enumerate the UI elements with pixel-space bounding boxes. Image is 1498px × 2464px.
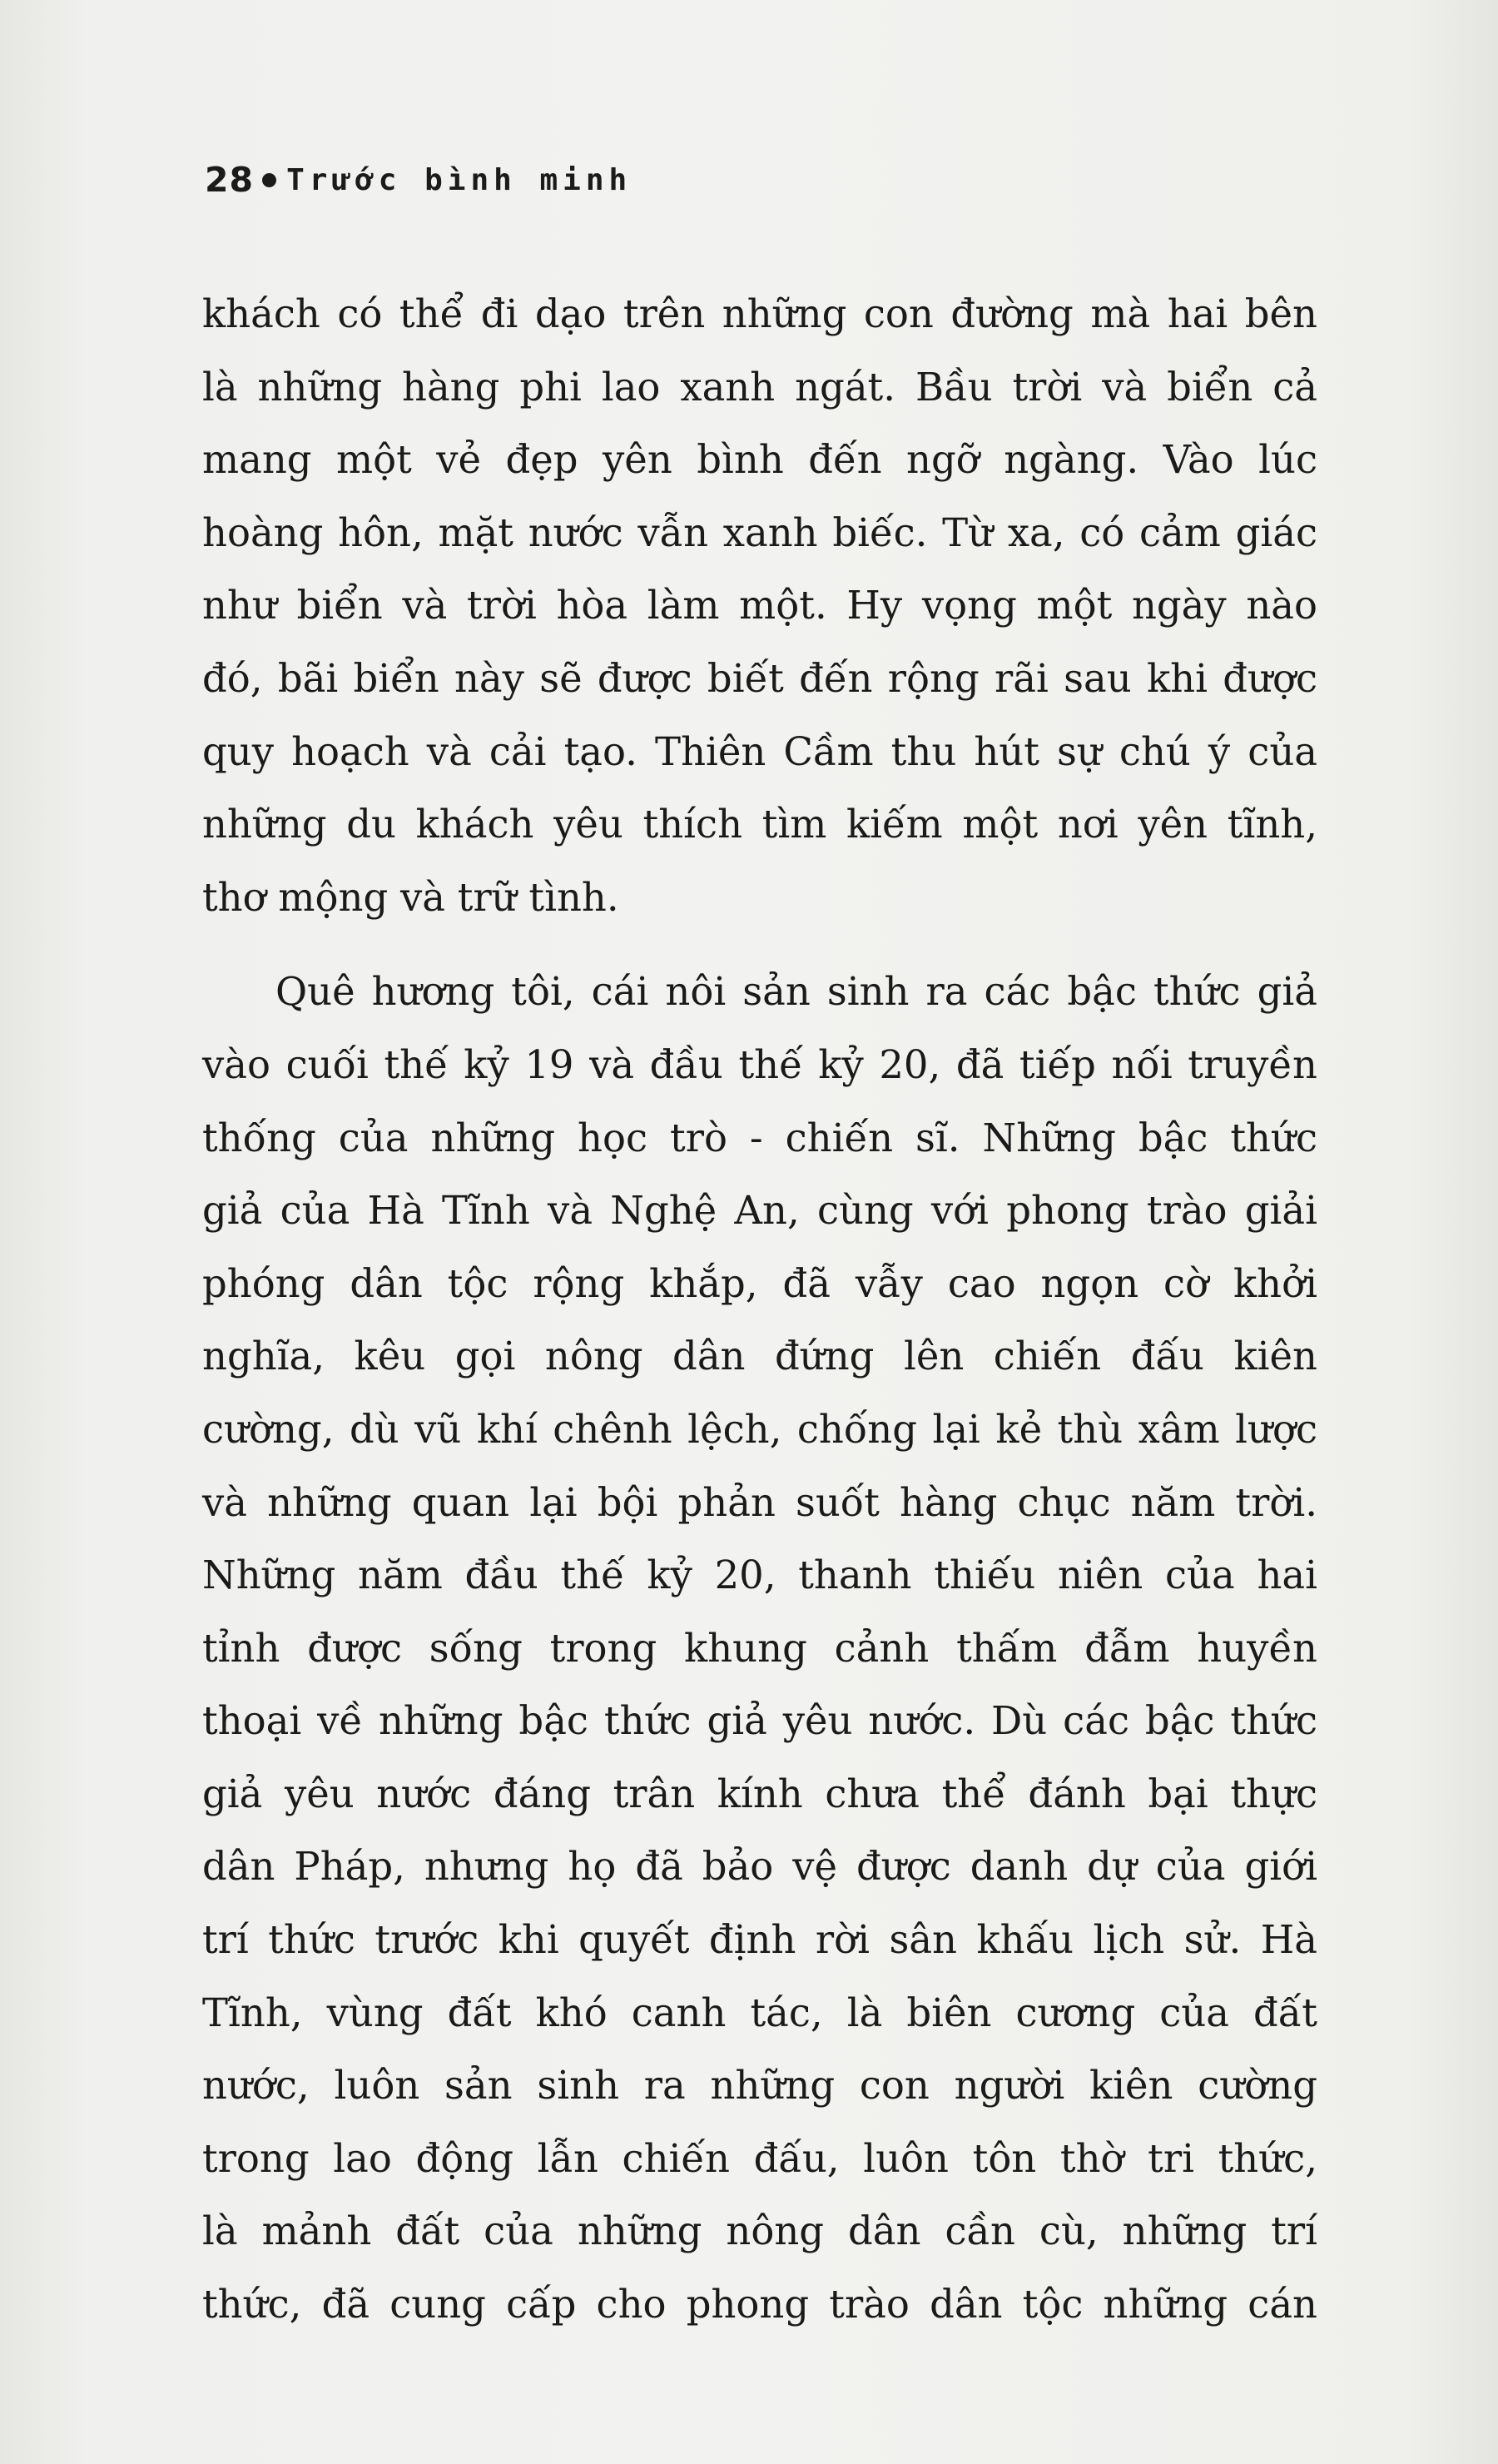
text-line: thức, đã cung cấp cho phong trào dân tộc những cán	[202, 2282, 1317, 2327]
running-title: Trước bình minh	[286, 162, 632, 197]
text-line: là những hàng phi lao xanh ngát. Bầu trời và biển cả	[202, 364, 1317, 410]
text-line: trong lao động lẫn chiến đấu, luôn tôn thờ tri thức,	[202, 2135, 1317, 2181]
text-line: nước, luôn sản sinh ra những con người kiên cường	[202, 2063, 1317, 2109]
text-line: vào cuối thế kỷ 19 và đầu thế kỷ 20, đã tiếp nối truyền	[202, 1041, 1317, 1087]
text-line: cường, dù vũ khí chênh lệch, chống lại kẻ thù xâm lược	[202, 1406, 1317, 1452]
body-text	[202, 278, 1317, 2342]
text-line: Những năm đầu thế kỷ 20, thanh thiếu niên của hai	[202, 1552, 1317, 1598]
text-line: như biển và trời hòa làm một. Hy vọng một ngày nào	[202, 583, 1317, 628]
text-line: nghĩa, kêu gọi nông dân đứng lên chiến đấu kiên	[202, 1334, 1317, 1379]
text-line: thoại về những bậc thức giả yêu nước. Dù các bậc thức	[202, 1698, 1317, 1744]
paragraph-gap	[202, 934, 1317, 956]
running-head	[205, 155, 632, 205]
text-line: đó, bãi biển này sẽ được biết đến rộng rãi sau khi được	[202, 655, 1317, 701]
paragraph	[202, 956, 1317, 2341]
text-line: tỉnh được sống trong khung cảnh thấm đẫm huyền	[202, 1625, 1317, 1671]
bullet-separator	[262, 173, 276, 187]
text-line: hoàng hôn, mặt nước vẫn xanh biếc. Từ xa, có cảm giác	[202, 509, 1317, 555]
text-line: khách có thể đi dạo trên những con đường mà hai bên	[202, 291, 1317, 336]
page-number: 28	[205, 160, 255, 200]
text-line: quy hoạch và cải tạo. Thiên Cầm thu hút sự chú ý của	[202, 728, 1317, 774]
text-line: giả yêu nước đáng trân kính chưa thể đánh bại thực	[202, 1771, 1317, 1816]
text-line: thống của những học trò - chiến sĩ. Những bậc thức	[202, 1115, 1317, 1160]
paragraph	[202, 278, 1317, 934]
text-line: và những quan lại bội phản suốt hàng chục năm trời.	[202, 1479, 1317, 1525]
text-line: phóng dân tộc rộng khắp, đã vẫy cao ngọn cờ khởi	[202, 1260, 1317, 1306]
text-line: trí thức trước khi quyết định rời sân khấu lịch sử. Hà	[202, 1917, 1317, 1963]
text-line: dân Pháp, nhưng họ đã bảo vệ được danh dự của giới	[202, 1844, 1317, 1890]
text-line: Tĩnh, vùng đất khó canh tác, là biên cương của đất	[202, 1990, 1317, 2035]
text-line: giả của Hà Tĩnh và Nghệ An, cùng với phong trào giải	[202, 1188, 1317, 1234]
text-line: thơ mộng và trữ tình.	[202, 874, 619, 920]
text-line: là mảnh đất của những nông dân cần cù, những trí	[202, 2208, 1317, 2254]
text-line: mang một vẻ đẹp yên bình đến ngỡ ngàng. Vào lúc	[202, 437, 1317, 483]
text-line: Quê hương tôi, cái nôi sản sinh ra các bậc thức giả	[275, 969, 1317, 1015]
text-line: những du khách yêu thích tìm kiếm một nơi yên tĩnh,	[202, 802, 1317, 847]
